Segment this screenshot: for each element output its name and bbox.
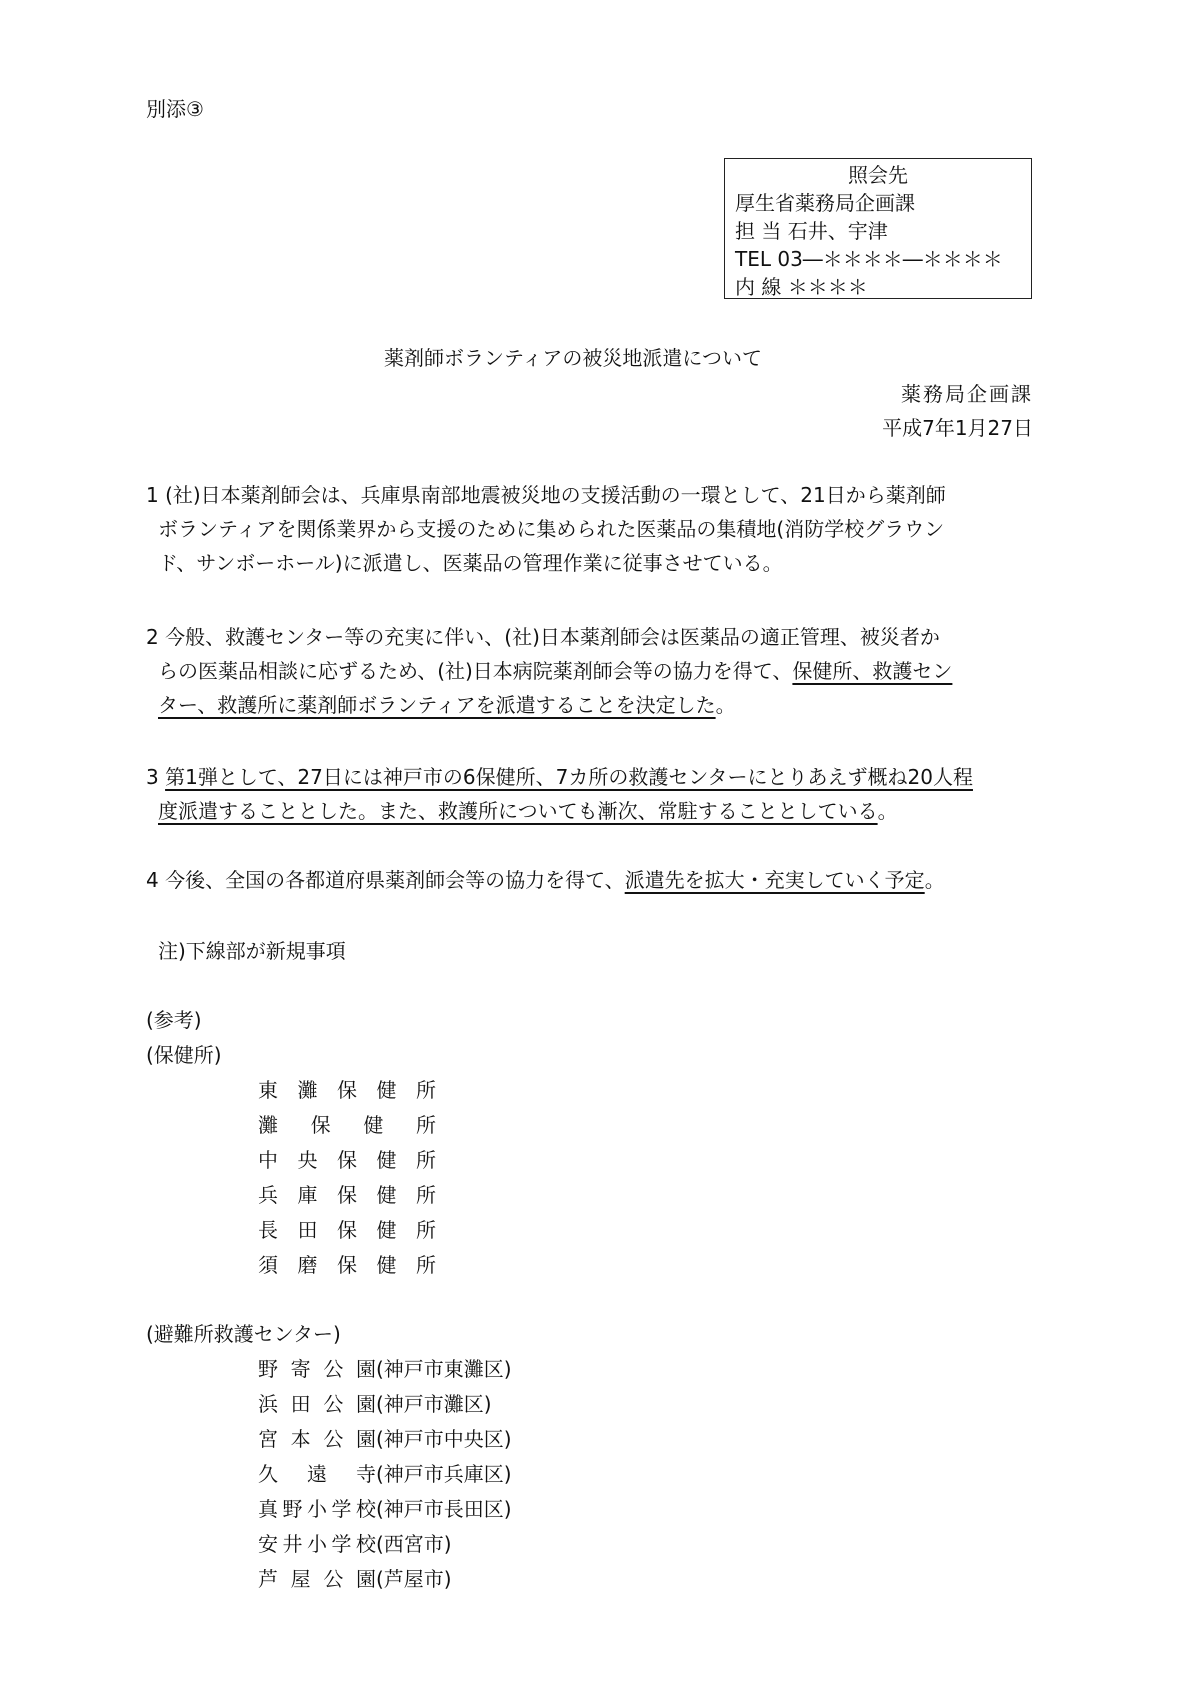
attachment-label: 別添③ — [146, 97, 204, 121]
rescue-center-item — [258, 1563, 452, 1592]
rescue-center-item — [258, 1528, 452, 1557]
contact-title: 照会先 — [848, 163, 908, 187]
paragraph-4-underlined: 派遣先を拡大・充実していく予定 — [624, 868, 925, 892]
paragraph-4-text: 4 今後、全国の各都道府県薬剤師会等の協力を得て、 — [146, 868, 625, 892]
rescue-center-item — [258, 1423, 512, 1452]
health-center-name: 兵 庫 保 健 所 — [258, 1183, 436, 1207]
paragraph-3-underlined-2: 度派遣することとした。また、救護所についても漸次、常駐することとしている — [158, 799, 878, 823]
issuer: 薬務局企画課 — [901, 382, 1033, 406]
paragraph-2-end: 。 — [715, 693, 736, 717]
health-center-name: 長 田 保 健 所 — [258, 1218, 436, 1242]
paragraph-4-line-1 — [146, 863, 1036, 897]
health-center-item — [258, 1179, 436, 1208]
paragraph-2-line-2 — [146, 654, 1036, 688]
rescue-center-name: 真 野 小 学 校 — [258, 1497, 376, 1521]
rescue-center-location: (西宮市) — [376, 1532, 452, 1556]
paragraph-1-line-2: ボランティアを関係業界から支援のために集められた医薬品の集積地(消防学校グラウン — [158, 517, 945, 541]
paragraph-2-underlined-2: ター、救護所に薬剤師ボランティアを派遣することを決定した — [158, 693, 716, 717]
reference-heading: (参考) — [146, 1008, 202, 1032]
paragraph-3-line-1 — [146, 760, 1036, 794]
paragraph-3-underlined-1: 第1弾として、27日には神戸市の6保健所、7カ所の救護センターにとりあえず概ね20人程 — [165, 765, 973, 789]
rescue-center-location: (神戸市長田区) — [376, 1497, 512, 1521]
rescue-center-name: 久 遠 寺 — [258, 1462, 376, 1486]
paragraph-4 — [146, 863, 1036, 897]
paragraph-1 — [146, 478, 1036, 580]
health-center-name: 東 灘 保 健 所 — [258, 1078, 436, 1102]
contact-tel: TEL 03―＊＊＊＊―＊＊＊＊ — [735, 247, 1003, 271]
paragraph-1-line-1: 1 (社)日本薬剤師会は、兵庫県南部地震被災地の支援活動の一環として、21日から薬剤師 — [146, 483, 946, 507]
health-center-item — [258, 1249, 436, 1278]
health-center-item — [258, 1214, 436, 1243]
rescue-center-name: 浜 田 公 園 — [258, 1392, 376, 1416]
health-center-item — [258, 1144, 436, 1173]
paragraph-4-end: 。 — [924, 868, 945, 892]
rescue-center-item — [258, 1493, 512, 1522]
paragraph-2-line-3 — [146, 688, 1036, 722]
rescue-center-name: 芦 屋 公 園 — [258, 1567, 376, 1591]
paragraph-3 — [146, 760, 1036, 828]
rescue-center-name: 野 寄 公 園 — [258, 1357, 376, 1381]
document-title: 薬剤師ボランティアの被災地派遣について — [384, 346, 762, 370]
rescue-centers-heading: (避難所救護センター) — [146, 1322, 341, 1346]
rescue-center-item — [258, 1458, 512, 1487]
rescue-center-name: 安 井 小 学 校 — [258, 1532, 376, 1556]
paragraph-2 — [146, 620, 1036, 722]
rescue-center-item — [258, 1388, 492, 1417]
paragraph-3-end: 。 — [877, 799, 898, 823]
rescue-center-name: 宮 本 公 園 — [258, 1427, 376, 1451]
paragraph-3-line-2 — [146, 794, 1036, 828]
health-center-item — [258, 1109, 436, 1138]
rescue-center-location: (神戸市中央区) — [376, 1427, 512, 1451]
paragraph-1-line-3: ド、サンボーホール)に派遣し、医薬品の管理作業に従事させている。 — [158, 551, 783, 575]
paragraph-2-underlined-1: 保健所、救護セン — [792, 659, 953, 683]
rescue-center-item — [258, 1353, 512, 1382]
contact-department: 厚生省薬務局企画課 — [735, 191, 915, 215]
health-center-name: 須 磨 保 健 所 — [258, 1253, 436, 1277]
paragraph-2-line-1: 2 今般、救護センター等の充実に伴い、(社)日本薬剤師会は医薬品の適正管理、被災者か — [146, 625, 940, 649]
health-center-name: 中 央 保 健 所 — [258, 1148, 436, 1172]
health-center-name: 灘 保 健 所 — [258, 1113, 436, 1137]
rescue-center-location: (神戸市灘区) — [376, 1392, 492, 1416]
rescue-center-location: (神戸市東灘区) — [376, 1357, 512, 1381]
paragraph-2-line-2-text: らの医薬品相談に応ずるため、(社)日本病院薬剤師会等の協力を得て、 — [158, 659, 793, 683]
contact-person: 担 当 石井、宇津 — [735, 219, 888, 243]
rescue-center-location: (芦屋市) — [376, 1567, 452, 1591]
issue-date: 平成7年1月27日 — [882, 416, 1033, 440]
rescue-center-location: (神戸市兵庫区) — [376, 1462, 512, 1486]
health-centers-heading: (保健所) — [146, 1043, 222, 1067]
contact-box — [724, 158, 1032, 299]
underline-note: 注)下線部が新規事項 — [158, 939, 346, 963]
health-center-item — [258, 1074, 436, 1103]
contact-ext: 内 線 ＊＊＊＊ — [735, 275, 868, 299]
paragraph-3-number: 3 — [146, 765, 166, 789]
